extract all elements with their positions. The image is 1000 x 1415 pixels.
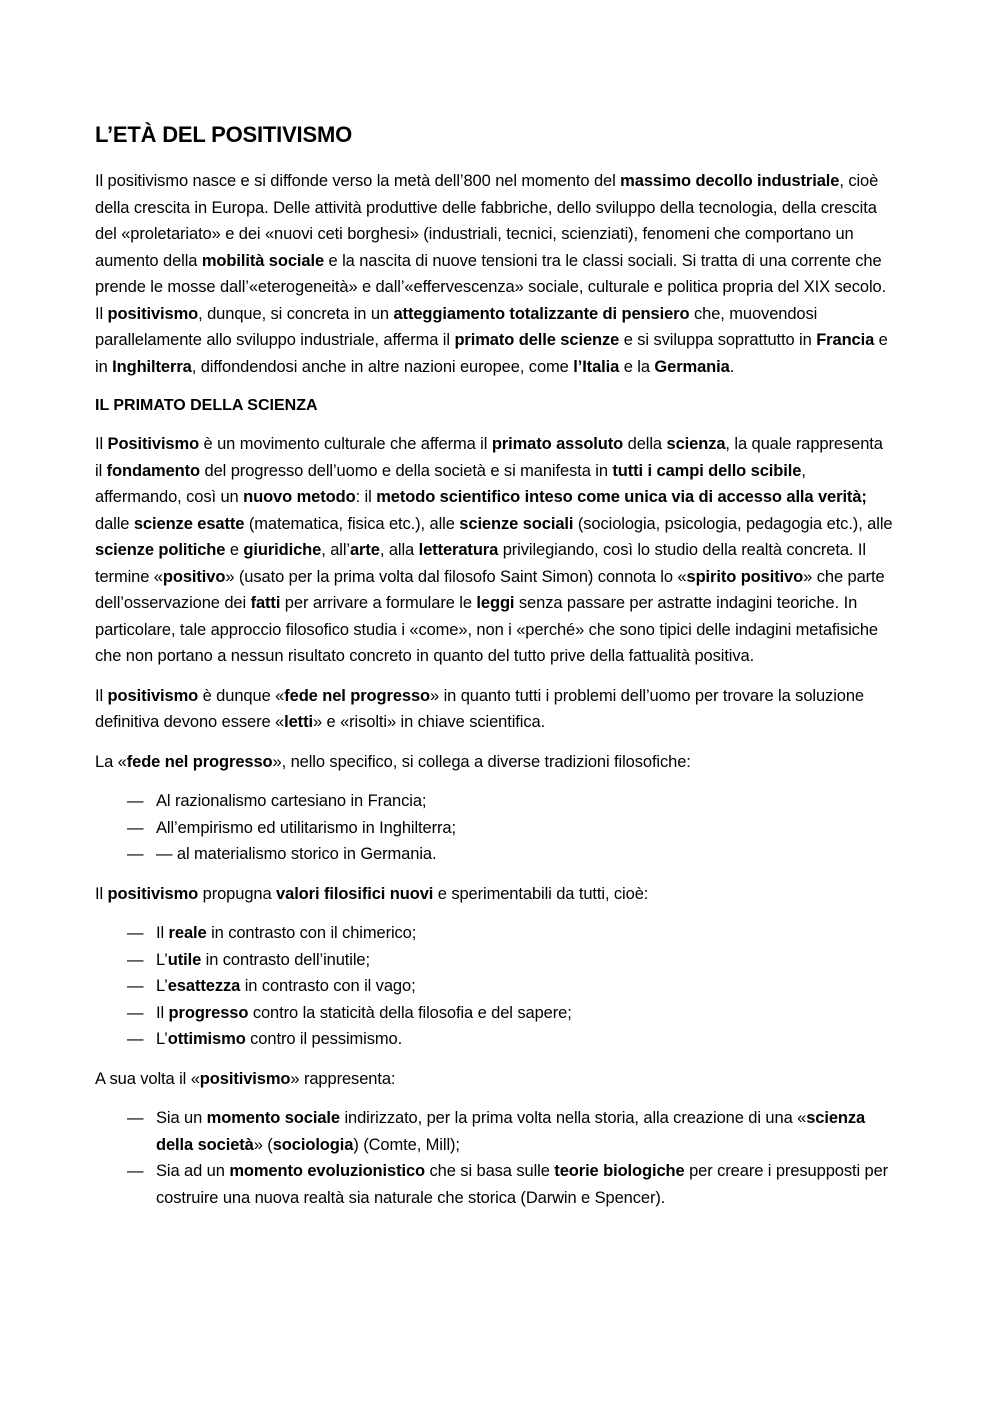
text-run: e xyxy=(225,541,244,559)
bold-text: scienze sociali xyxy=(459,514,574,533)
text-run: (matematica, fisica etc.), alle xyxy=(244,514,460,533)
bold-text: Germania xyxy=(654,357,730,376)
list-dash-icon: — xyxy=(127,845,144,863)
bold-text: massimo decollo industriale xyxy=(620,172,840,190)
bold-text: momento sociale xyxy=(206,1109,340,1127)
text-run: , cioè della crescita in Europa. Delle attività produttive delle fabbriche, dello sviluppo della tecnologia, della crescita del «proletariato» e dei «nuovi ceti borghesi» (industriali, tecnici, scienziati), fenomeni che comportano un aumento della xyxy=(95,172,879,270)
text-run: Sia ad un xyxy=(156,1162,230,1180)
bold-text: fede nel progresso xyxy=(284,686,431,705)
text-run: L’ xyxy=(156,1030,168,1048)
text-run: e la xyxy=(619,357,655,376)
bold-text: valori filosifici nuovi xyxy=(276,884,434,903)
text-run: in contrasto dell’inutile; xyxy=(201,950,370,969)
text-run: » (usato per la prima volta dal filosofo Saint Simon) connota lo « xyxy=(225,567,687,586)
bold-text: positivismo xyxy=(199,1069,291,1088)
list-dash-icon: — xyxy=(127,1003,144,1022)
text-run: L’ xyxy=(156,950,168,969)
bold-text: spirito positivo xyxy=(686,567,804,586)
bold-text: Positivismo xyxy=(107,435,200,453)
list-item xyxy=(95,920,894,947)
list-item xyxy=(95,841,894,868)
text-run: e sperimentabili da tutti, cioè: xyxy=(433,884,649,903)
text-run: — al materialismo storico in Germania. xyxy=(156,845,437,863)
text-run: e la nascita di nuove tensioni tra le classi sociali. Si tratta di una corrente che prende le mosse dall’«eterogeneità» e dall’«effervescenza» sociale, culturale e politica propria del XIX secolo. Il xyxy=(95,251,887,323)
intro-paragraph xyxy=(95,168,894,380)
text-run: , alla xyxy=(379,541,419,559)
bold-text: nuovo metodo xyxy=(243,488,356,506)
bold-text: esattezza xyxy=(167,977,241,995)
text-run: in contrasto con il chimerico; xyxy=(206,924,417,942)
list-dash-icon: — xyxy=(127,950,144,969)
text-run: . xyxy=(729,357,735,376)
rappresenta-list xyxy=(95,1105,894,1211)
text-run: per creare i presupposti per costruire una nuova realtà sia naturale che storica (Darwin e Spencer). xyxy=(156,1162,889,1207)
list-item xyxy=(95,947,894,974)
list-dash-icon: — xyxy=(127,792,144,810)
text-run: Al razionalismo cartesiano in Francia; xyxy=(156,792,427,810)
bold-text: giuridiche xyxy=(243,541,322,559)
text-run: che si basa sulle xyxy=(425,1162,555,1180)
text-run: ) (Comte, Mill); xyxy=(353,1135,460,1154)
text-run: è dunque « xyxy=(198,686,285,705)
list-item xyxy=(95,1026,894,1053)
list-item xyxy=(95,788,894,815)
text-run: Il positivismo nasce e si diffonde verso la metà dell’800 nel momento del xyxy=(95,172,621,190)
text-run: per arrivare a formulare le xyxy=(280,594,477,612)
text-run: e si sviluppa soprattutto in xyxy=(619,331,817,349)
text-run: : il xyxy=(355,488,377,506)
text-run: , affermando, così un xyxy=(95,461,806,506)
bold-text: teorie biologiche xyxy=(554,1162,685,1180)
bold-text: progresso xyxy=(168,1003,249,1022)
primato-paragraph xyxy=(95,431,894,670)
text-run: dalle xyxy=(95,514,134,533)
rappresenta-paragraph xyxy=(95,1066,894,1093)
bold-text: l’Italia xyxy=(573,357,620,376)
document-title: L’ETÀ DEL POSITIVISMO xyxy=(95,122,352,147)
text-run: , dunque, si concreta in un xyxy=(198,304,394,323)
bold-text: primato delle scienze xyxy=(454,331,620,349)
text-run: » e «risolti» in chiave scientifica. xyxy=(312,713,546,731)
text-run: (sociologia, psicologia, pedagogia etc.), alle xyxy=(573,514,893,533)
list-item xyxy=(95,1158,894,1211)
list-dash-icon: — xyxy=(127,818,144,837)
tradizioni-list xyxy=(95,788,894,868)
text-run: » che parte dell’osservazione dei xyxy=(95,567,885,612)
section-heading: IL PRIMATO DELLA SCIENZA xyxy=(95,397,318,414)
text-run: All’empirismo ed utilitarismo in Inghilterra; xyxy=(156,818,456,837)
text-run: in contrasto con il vago; xyxy=(240,977,416,995)
text-run: » rappresenta: xyxy=(290,1069,396,1088)
fede-paragraph xyxy=(95,683,894,736)
tradizioni-paragraph xyxy=(95,749,894,776)
bold-text: letteratura xyxy=(418,541,499,559)
text-run: Il xyxy=(156,924,169,942)
bold-text: arte xyxy=(349,541,380,559)
bold-text: tutti i campi dello scibile xyxy=(612,461,802,480)
text-run: , diffondendosi anche in altre nazioni europee, come xyxy=(191,357,574,376)
text-run: » ( xyxy=(253,1135,273,1154)
text-run: Il xyxy=(95,686,108,705)
bold-text: primato assoluto xyxy=(491,435,624,453)
text-run: Il xyxy=(95,435,108,453)
text-run: , la quale rappresenta il xyxy=(95,435,883,480)
bold-text: atteggiamento totalizzante di pensiero xyxy=(393,304,690,323)
list-dash-icon: — xyxy=(127,1030,144,1048)
bold-text: positivo xyxy=(162,567,226,586)
text-run: La « xyxy=(95,752,127,771)
bold-text: ottimismo xyxy=(167,1030,246,1048)
text-run: Il xyxy=(156,1003,169,1022)
bold-text: metodo scientifico inteso come unica via di accesso alla verità; xyxy=(376,488,867,506)
bold-text: scienza della società xyxy=(156,1109,866,1154)
text-run: contro il pessimismo. xyxy=(245,1030,403,1048)
text-run: senza passare per astratte indagini teoriche. In particolare, tale approccio filosofico studia i «come», non i «perché» che sono tipici delle indagini metafisiche che non portano a nessun risultato concreto in quanto del tutto prive della fattualità positiva. xyxy=(95,594,878,665)
bold-text: scienze esatte xyxy=(133,514,245,533)
bold-text: Francia xyxy=(816,331,875,349)
bold-text: positivismo xyxy=(107,884,199,903)
text-run: indirizzato, per la prima volta nella storia, alla creazione di una « xyxy=(339,1109,807,1127)
text-run: Sia un xyxy=(156,1109,207,1127)
list-item xyxy=(95,1000,894,1027)
list-item xyxy=(95,973,894,1000)
bold-text: positivismo xyxy=(107,304,199,323)
valori-paragraph xyxy=(95,881,894,908)
text-run: propugna xyxy=(198,884,277,903)
list-dash-icon: — xyxy=(127,1162,144,1180)
bold-text: leggi xyxy=(476,594,515,612)
list-dash-icon: — xyxy=(127,977,144,995)
text-run: che, muovendosi parallelamente allo sviluppo industriale, afferma il xyxy=(95,304,818,349)
bold-text: fatti xyxy=(250,594,281,612)
text-run: Il xyxy=(95,884,108,903)
text-run: », nello specifico, si collega a diverse tradizioni filosofiche: xyxy=(272,752,691,771)
text-run: e in xyxy=(95,331,888,376)
bold-text: sociologia xyxy=(272,1135,354,1154)
bold-text: utile xyxy=(167,950,202,969)
bold-text: reale xyxy=(168,924,207,942)
bold-text: positivismo xyxy=(107,686,199,705)
bold-text: scienza xyxy=(666,435,726,453)
bold-text: momento evoluzionistico xyxy=(229,1162,426,1180)
list-item xyxy=(95,1105,894,1158)
text-run: del progresso dell’uomo e della società e si manifesta in xyxy=(200,461,613,480)
list-dash-icon: — xyxy=(127,1109,144,1127)
text-run: , all’ xyxy=(321,541,350,559)
bold-text: fede nel progresso xyxy=(126,752,273,771)
valori-list xyxy=(95,920,894,1053)
bold-text: letti xyxy=(284,713,313,731)
text-run: A sua volta il « xyxy=(95,1069,200,1088)
text-run: della xyxy=(623,435,667,453)
bold-text: scienze politiche xyxy=(95,541,226,559)
list-item xyxy=(95,815,894,842)
text-run: L’ xyxy=(156,977,168,995)
text-run: è un movimento culturale che afferma il xyxy=(199,435,492,453)
text-run: contro la staticità della filosofia e del sapere; xyxy=(248,1003,572,1022)
bold-text: Inghilterra xyxy=(112,357,192,376)
bold-text: fondamento xyxy=(106,461,201,480)
list-dash-icon: — xyxy=(127,924,144,942)
text-run: » in quanto tutti i problemi dell’uomo per trovare la soluzione definitiva devono essere « xyxy=(95,686,864,731)
text-run: privilegiando, così lo studio della realtà concreta. Il termine « xyxy=(95,541,866,586)
bold-text: mobilità sociale xyxy=(201,251,325,270)
